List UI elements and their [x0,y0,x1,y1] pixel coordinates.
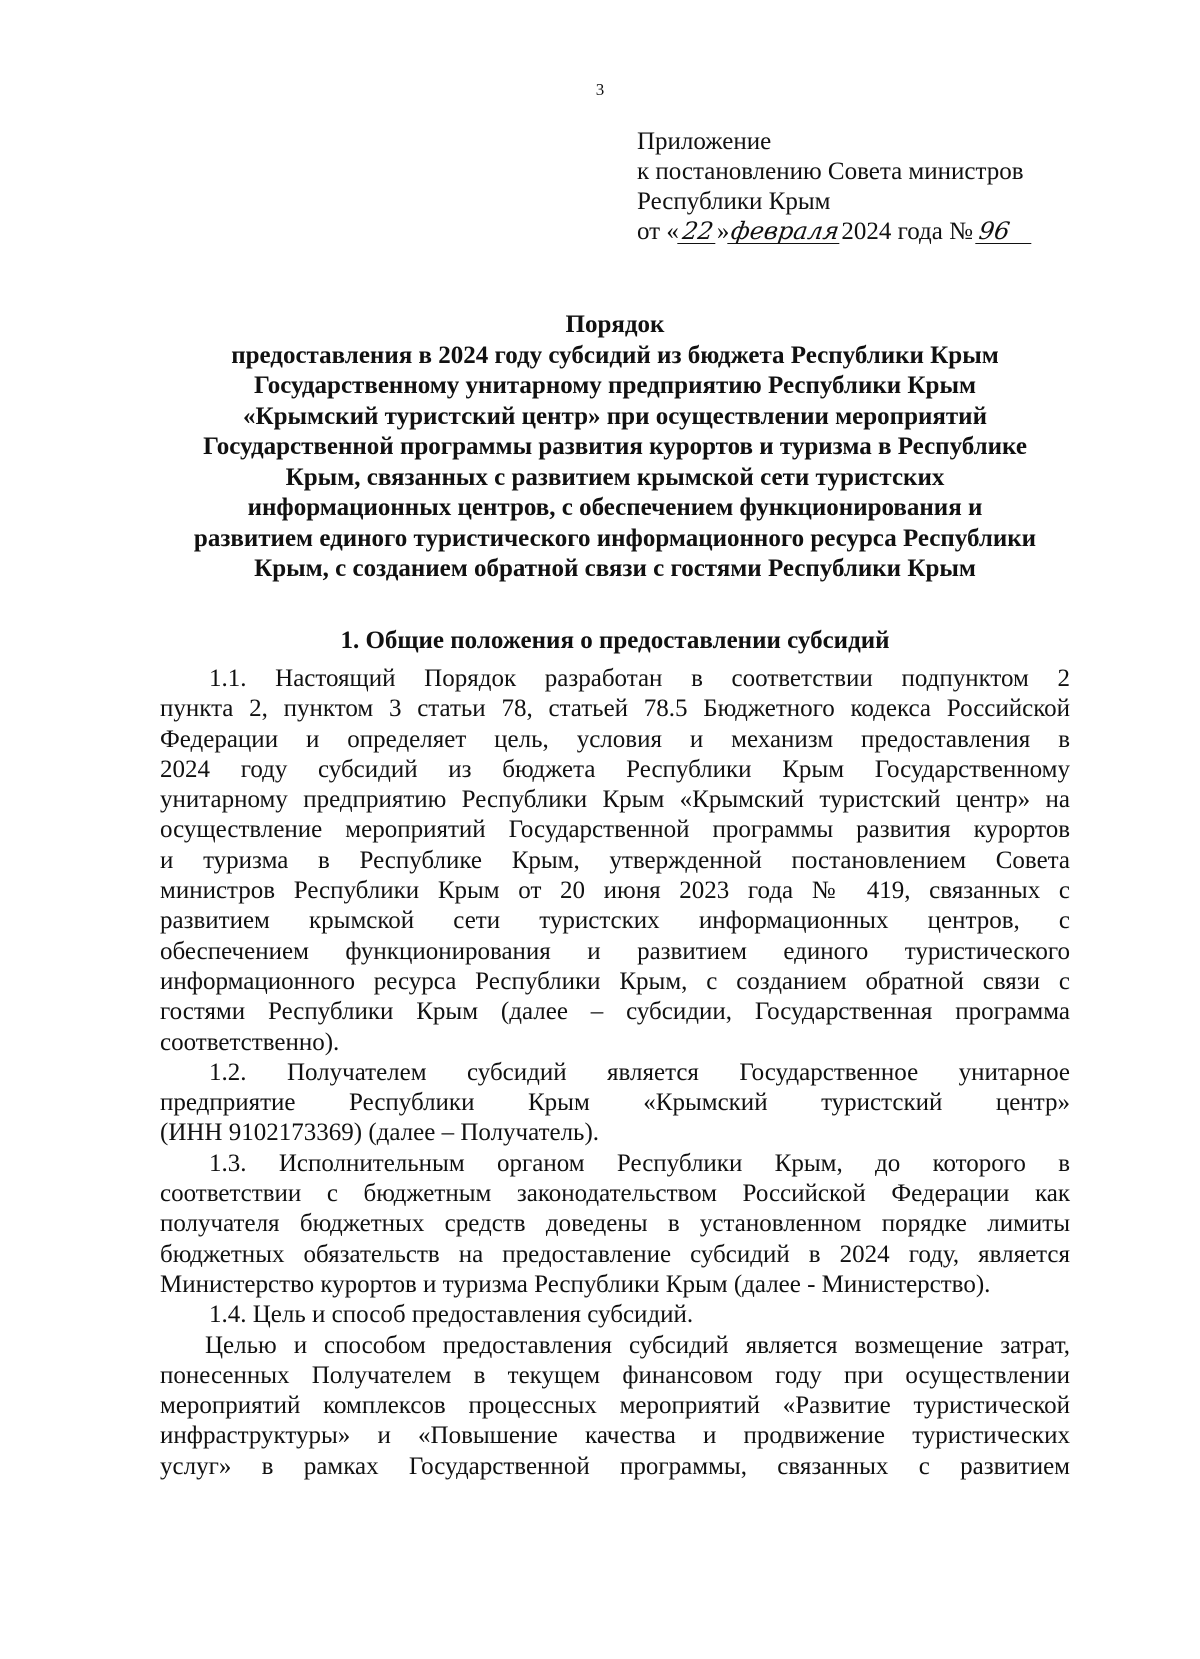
paragraph-1-4 [160,1300,1070,1330]
date-year: 2024 года № [841,218,973,245]
appendix-line-1: Приложение [637,128,772,155]
date-prefix: от « [637,218,679,245]
text-line: соответствии с бюджетным законодательством Российской Федерации как [160,1180,1070,1208]
paragraph-1-4-body [160,1331,1070,1482]
title-line-1: Порядок [565,311,665,338]
paragraph-1-3 [160,1149,1070,1300]
text-line: гостями Республики Крым (далее – субсидии, Государственная программа [160,998,1070,1026]
document-number-handwritten: 96 [975,219,1035,244]
title-line-3: Государственному унитарному предприятию Республики Крым [254,372,976,399]
text-line: бюджетных обязательств на предоставление субсидий в 2024 году, является [160,1240,1070,1268]
text-line: получателя бюджетных средств доведены в установленном порядке лимиты [160,1210,1070,1238]
title-line-5: Государственной программы развития курортов и туризма в Республике [203,433,1027,460]
text-line: 2024 году субсидий из бюджета Республики Крым Государственному [160,755,1070,783]
text-line: (ИНН 9102173369) (далее – Получатель). [160,1119,600,1147]
title-line-4: «Крымский туристский центр» при осуществлении мероприятий [242,402,987,430]
appendix-line-2: к постановлению Совета министров [637,158,1024,185]
appendix-date-line [637,217,1033,247]
text-line: и туризма в Республике Крым, утвержденной постановлением Совета [160,846,1070,874]
date-mid: » [716,218,730,245]
text-line: мероприятий комплексов процессных мероприятий «Развитие туристической [160,1392,1070,1420]
text-line: Целью и способом предоставления субсидий является возмещение затрат, [205,1331,1070,1359]
title-line-8: развитием единого туристического информационного ресурса Республики [193,524,1037,552]
appendix-block [637,127,1033,247]
text-line: услуг» в рамках Государственной программы, связанных с развитием [160,1452,1070,1480]
text-line: обеспечением функционирования и развитием единого туристического [160,937,1070,965]
date-day-handwritten: 22 [677,219,719,244]
title-line-6: Крым, связанных с развитием крымской сети туристских [285,463,945,491]
text-line: соответственно). [160,1028,340,1056]
paragraph-1-1 [160,664,1070,1058]
title-line-9: Крым, с созданием обратной связи с гостями Республики Крым [254,555,976,582]
paragraph-1-2 [160,1058,1070,1149]
text-line: понесенных Получателем в текущем финансовом году при осуществлении [160,1361,1070,1389]
page-number: 3 [595,80,605,99]
text-line: 1.3. Исполнительным органом Республики Крым, до которого в [209,1149,1070,1177]
text-line: 1.1. Настоящий Порядок разработан в соответствии подпунктом 2 [209,665,1070,692]
date-month-handwritten: февраля [729,217,842,245]
text-line: 1.2. Получателем субсидий является Государственное унитарное [209,1058,1070,1086]
text-line: развитием крымской сети туристских информационных центров, с [160,907,1070,935]
title-line-2: предоставления в 2024 году субсидий из бюджета Республики Крым [231,341,999,369]
text-line: министров Республики Крым от 20 июня 2023 года № 419, связанных с [160,877,1070,905]
document-title [160,310,1070,585]
section-1-body [160,664,1070,1482]
text-line: информационного ресурса Республики Крым, с созданием обратной связи с [160,967,1070,995]
text-line: предприятие Республики Крым «Крымский туристский центр» [160,1089,1070,1117]
text-line: Министерство курортов и туризма Республики Крым (далее - Министерство). [160,1270,991,1298]
text-line: осуществление мероприятий Государственной программы развития курортов [160,816,1070,844]
text-line: инфраструктуры» и «Повышение качества и продвижение туристических [160,1422,1070,1450]
text-line: Федерации и определяет цель, условия и механизм предоставления в [160,725,1070,753]
text-line: унитарному предприятию Республики Крым «Крымский туристский центр» на [160,786,1070,814]
title-line-7: информационных центров, с обеспечением функционирования и [247,494,983,521]
section-1-heading: 1. Общие положения о предоставлении субсидий [340,627,890,654]
text-line: 1.4. Цель и способ предоставления субсидий. [209,1301,694,1329]
appendix-line-3: Республики Крым [637,188,831,215]
text-line: пункта 2, пунктом 3 статьи 78, статьей 78.5 Бюджетного кодекса Российской [160,695,1070,723]
